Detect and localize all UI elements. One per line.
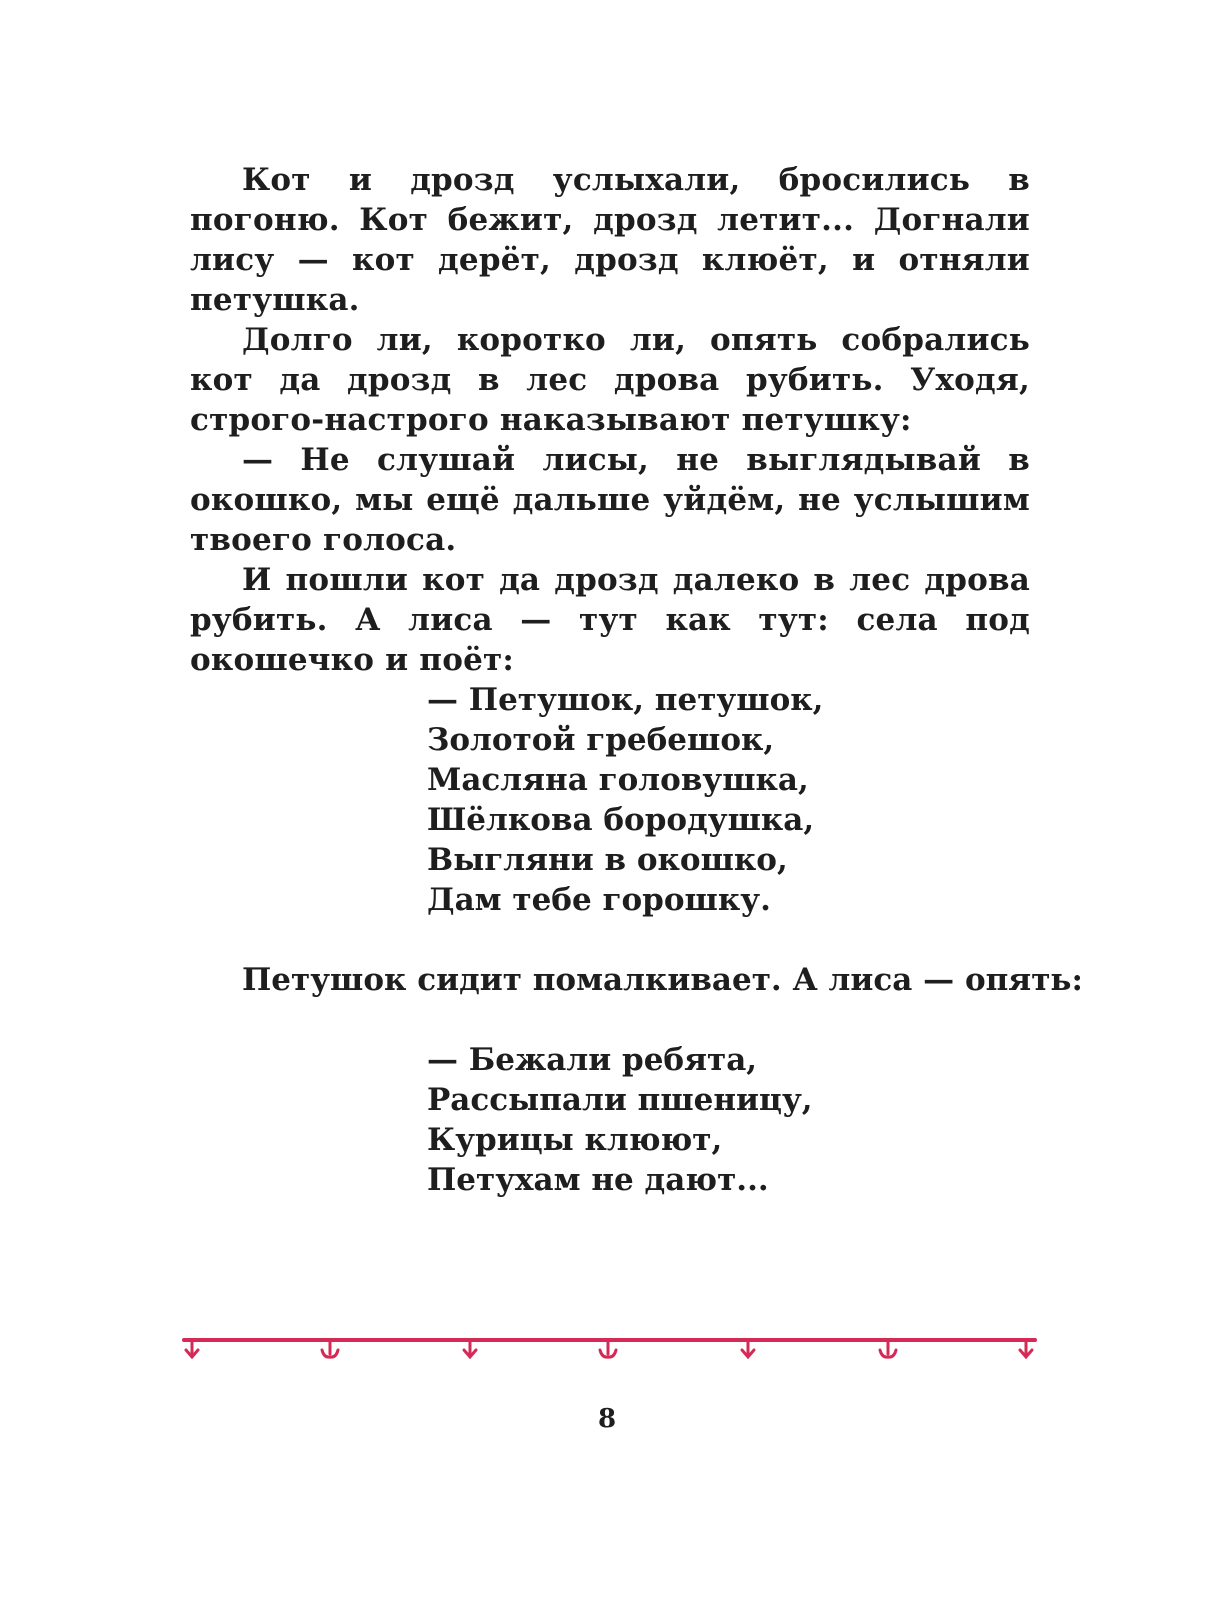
verse-line: Выгляни в окошко, [427,842,788,878]
paragraph-2: Долго ли, коротко ли, опять собрались кот да дрозд в лес дрова рубить. Уходя, строго-настрого наказывают петушку: [190,322,1030,438]
verse-line: — Бежали ребята, [427,1042,758,1078]
prose-block [190,160,1030,680]
ornament-arrow-mark [186,1340,198,1357]
paragraph-3: — Не слушай лисы, не выглядывай в окошко, мы ещё дальше уйдём, не услышим твоего голоса. [190,442,1030,558]
ornament-anchor-mark [322,1340,338,1357]
ornament-arrow-mark [742,1340,754,1357]
verse-line: Золотой гребешок, [427,722,775,758]
ornament-anchor-mark [880,1340,896,1357]
verse-line: Рассыпали пшеницу, [427,1082,813,1118]
paragraph-4: И пошли кот да дрозд далеко в лес дрова рубить. А лиса — тут как тут: села под окошечко и поёт: [190,562,1030,678]
verse-fox-song-2 [427,1040,813,1200]
verse-fox-song-1 [427,680,823,920]
decorative-ornament-border [182,1330,1037,1370]
ornament-anchor-mark [600,1340,616,1357]
paragraph-5: Петушок сидит помалкивает. А лиса — опять: [242,962,1083,998]
ornament-arrow-mark [464,1340,476,1357]
page-number: 8 [597,1404,617,1434]
verse-line: Масляна головушка, [427,762,809,798]
verse-line: Курицы клюют, [427,1122,723,1158]
ornament-arrow-mark [1020,1340,1032,1357]
verse-line: — Петушок, петушок, [427,682,824,718]
verse-line: Дам тебе горошку. [427,882,771,918]
verse-line: Петухам не дают... [427,1162,769,1198]
verse-line: Шёлкова бородушка, [427,802,815,838]
paragraph-1: Кот и дрозд услыхали, бросились в погоню. Кот бежит, дрозд летит... Догнали лису — кот дерёт, дрозд клюёт, и отняли петушка. [190,162,1030,318]
